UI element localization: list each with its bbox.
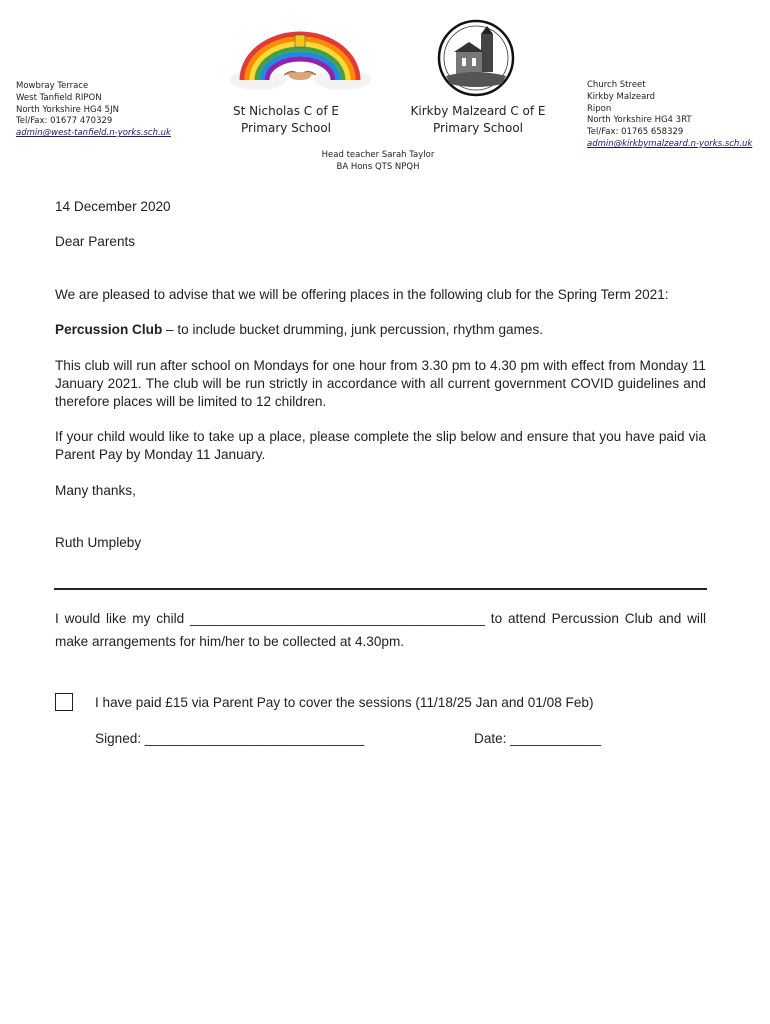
slip-child-line: I would like my child _______________________________________ to attend Percussion Club and will make arrangements for him/her to be collected at 4.30pm. <box>55 611 706 649</box>
slip-date-field: Date: ____________ <box>474 731 601 746</box>
school-name-line: St Nicholas C of E <box>233 104 339 118</box>
letter-closing: Many thanks, <box>55 483 136 498</box>
slip-signed-field: Signed: _____________________________ <box>95 731 365 746</box>
school-name-line: Kirkby Malzeard C of E <box>410 104 546 118</box>
right-address-line: North Yorkshire HG4 3RT <box>587 115 692 126</box>
letter-date: 14 December 2020 <box>55 199 171 214</box>
letter-paragraph-schedule: This club will run after school on Mondays for one hour from 3.30 pm to 4.30 pm with effect from Monday 11 January 2021. The club will be run strictly in accordance with all current government COVID guidelines and therefore places will be limited to 12 children. <box>55 358 706 409</box>
right-address <box>587 80 752 151</box>
letter-intro: We are pleased to advise that we will be offering places in the following club for the Spring Term 2021: <box>55 287 669 302</box>
headteacher-info <box>300 150 456 174</box>
payment-checkbox[interactable] <box>55 693 73 711</box>
club-line <box>55 321 706 339</box>
school-name-line: Primary School <box>432 121 524 135</box>
slip-payment-statement: I have paid £15 via Parent Pay to cover the sessions (11/18/25 Jan and 01/08 Feb) <box>95 695 594 710</box>
right-address-line: Church Street <box>587 80 646 90</box>
left-address-line: Tel/Fax: 01677 470329 <box>16 116 113 127</box>
school-name-st-nicholas <box>226 103 346 137</box>
left-address-line: North Yorkshire HG4 5JN <box>16 104 119 115</box>
left-email-link[interactable]: admin@west-tanfield.n-yorks.sch.uk <box>16 128 171 139</box>
right-address-line: Kirkby Malzeard <box>587 91 656 102</box>
left-address-line: Mowbray Terrace <box>16 81 89 91</box>
letter-salutation: Dear Parents <box>55 234 136 249</box>
club-name: Percussion Club <box>55 322 163 337</box>
letter-signature: Ruth Umpleby <box>55 535 142 550</box>
headteacher-qualifications: BA Hons QTS NPQH <box>336 161 420 172</box>
cut-line-divider <box>54 588 707 590</box>
right-address-line: Ripon <box>587 103 612 114</box>
school-name-kirkby-malzeard <box>403 103 553 137</box>
left-address <box>16 81 171 140</box>
right-email-link[interactable]: admin@kirkbymalzeard.n-yorks.sch.uk <box>587 138 753 149</box>
rainbow-logo <box>228 25 373 93</box>
right-address-line: Tel/Fax: 01765 658329 <box>587 127 684 138</box>
headteacher-name: Head teacher Sarah Taylor <box>321 150 435 160</box>
letter-paragraph-instructions: If your child would like to take up a place, please complete the slip below and ensure that you have paid via Parent Pay by Monday 11 January. <box>55 429 706 462</box>
church-logo <box>436 18 516 98</box>
school-name-line: Primary School <box>240 121 332 135</box>
left-address-line: West Tanfield RIPON <box>16 92 102 103</box>
club-description: – to include bucket drumming, junk percussion, rhythm games. <box>162 322 544 337</box>
